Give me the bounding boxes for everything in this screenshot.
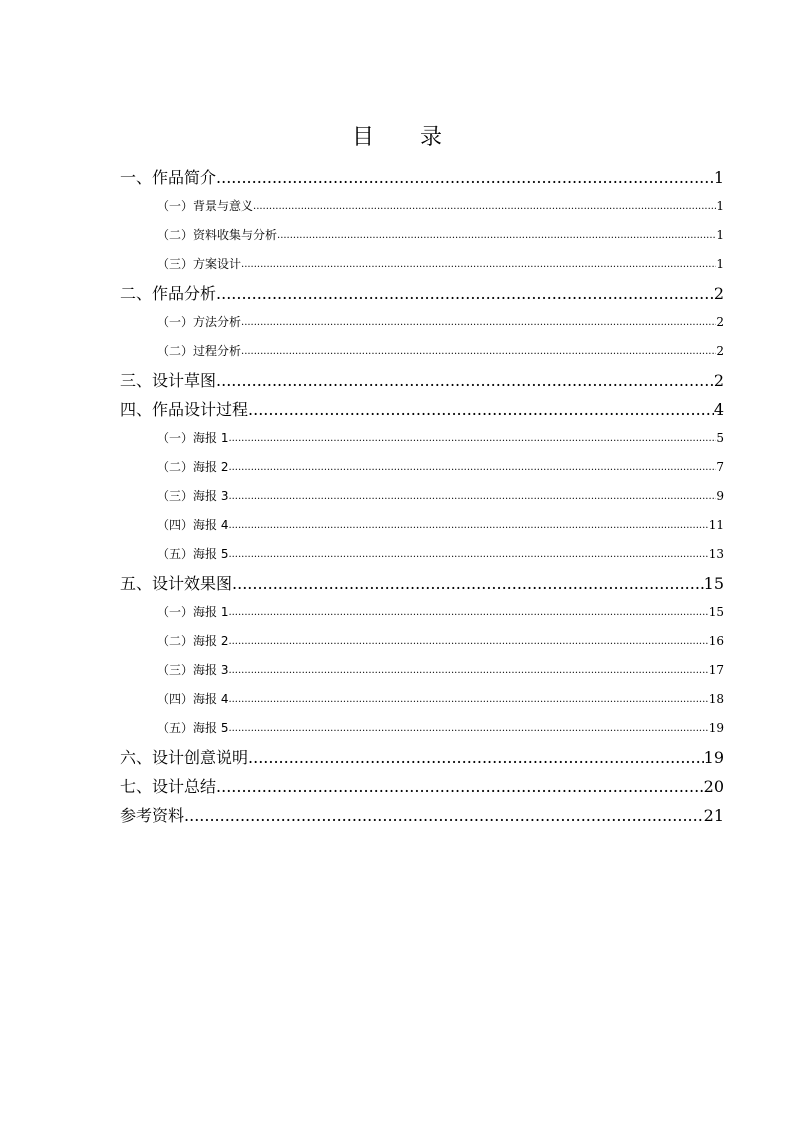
toc-entry-page-number: 4 — [714, 395, 724, 424]
dot-leader — [241, 337, 716, 366]
toc-entry-chapter[interactable] — [120, 163, 724, 192]
toc-entry-chapter[interactable] — [120, 395, 724, 424]
toc-entry-label: 参考资料 — [120, 801, 184, 830]
toc-entry-label: 三、设计草图 — [120, 366, 216, 395]
toc-entry-page-number: 1 — [716, 192, 724, 221]
toc-entry-section[interactable] — [157, 308, 724, 337]
dot-leader — [228, 656, 708, 685]
toc-entry-page-number: 2 — [716, 337, 724, 366]
dot-leader — [216, 279, 714, 308]
toc-entry-section[interactable] — [157, 337, 724, 366]
toc-entry-label: 四、作品设计过程 — [120, 395, 248, 424]
toc-entry-section[interactable] — [157, 714, 724, 743]
toc-entry-chapter[interactable] — [120, 772, 724, 801]
dot-leader — [228, 685, 708, 714]
toc-entry-label: （二）海报 2 — [157, 627, 228, 656]
toc-entry-label: （一）方法分析 — [157, 308, 241, 337]
dot-leader — [248, 395, 714, 424]
toc-title-left: 目 — [351, 125, 374, 150]
toc-title-right: 录 — [420, 125, 443, 150]
toc-entry-label: （五）海报 5 — [157, 714, 228, 743]
dot-leader — [228, 511, 708, 540]
toc-entry-label: 五、设计效果图 — [120, 569, 232, 598]
dot-leader — [253, 192, 716, 221]
toc-entry-page-number: 5 — [716, 424, 724, 453]
toc-entry-page-number: 1 — [716, 250, 724, 279]
toc-entry-section[interactable] — [157, 540, 724, 569]
toc-entry-label: （一）海报 1 — [157, 424, 228, 453]
dot-leader — [277, 221, 716, 250]
toc-entry-section[interactable] — [157, 192, 724, 221]
dot-leader — [228, 540, 708, 569]
toc-entry-page-number: 20 — [704, 772, 724, 801]
toc-entry-label: （四）海报 4 — [157, 511, 228, 540]
toc-entry-page-number: 1 — [716, 221, 724, 250]
toc-entry-section[interactable] — [157, 221, 724, 250]
toc-entry-label: （三）海报 3 — [157, 656, 228, 685]
toc-title — [0, 120, 794, 151]
toc-entry-section[interactable] — [157, 424, 724, 453]
toc-entry-section[interactable] — [157, 511, 724, 540]
toc-entry-page-number: 2 — [714, 366, 724, 395]
toc-entry-page-number: 15 — [709, 598, 724, 627]
toc-entry-page-number: 15 — [704, 569, 724, 598]
toc-entry-section[interactable] — [157, 627, 724, 656]
toc-entry-label: （二）资料收集与分析 — [157, 221, 277, 250]
dot-leader — [241, 250, 716, 279]
dot-leader — [184, 801, 704, 830]
toc-entry-page-number: 18 — [709, 685, 724, 714]
toc-entry-page-number: 2 — [716, 308, 724, 337]
toc-entry-chapter[interactable] — [120, 801, 724, 830]
toc-entry-label: （三）海报 3 — [157, 482, 228, 511]
toc-entry-chapter[interactable] — [120, 743, 724, 772]
toc-entry-chapter[interactable] — [120, 569, 724, 598]
toc-entry-label: （四）海报 4 — [157, 685, 228, 714]
toc-entry-page-number: 11 — [709, 511, 724, 540]
dot-leader — [248, 743, 704, 772]
dot-leader — [228, 598, 708, 627]
toc-entry-page-number: 16 — [709, 627, 724, 656]
toc-entry-section[interactable] — [157, 656, 724, 685]
toc-entry-chapter[interactable] — [120, 366, 724, 395]
toc-entry-page-number: 13 — [709, 540, 724, 569]
dot-leader — [216, 772, 704, 801]
dot-leader — [228, 424, 716, 453]
dot-leader — [228, 453, 716, 482]
dot-leader — [216, 366, 714, 395]
toc-entry-section[interactable] — [157, 598, 724, 627]
toc-entry-section[interactable] — [157, 250, 724, 279]
toc-entry-label: （二）海报 2 — [157, 453, 228, 482]
toc-entry-page-number: 2 — [714, 279, 724, 308]
toc-list — [120, 163, 724, 830]
dot-leader — [232, 569, 704, 598]
toc-entry-label: （二）过程分析 — [157, 337, 241, 366]
toc-entry-page-number: 19 — [704, 743, 724, 772]
toc-entry-section[interactable] — [157, 685, 724, 714]
toc-entry-chapter[interactable] — [120, 279, 724, 308]
toc-entry-page-number: 19 — [709, 714, 724, 743]
toc-entry-label: （一）海报 1 — [157, 598, 228, 627]
dot-leader — [228, 482, 716, 511]
dot-leader — [228, 627, 708, 656]
toc-entry-page-number: 7 — [716, 453, 724, 482]
toc-entry-section[interactable] — [157, 482, 724, 511]
toc-entry-page-number: 9 — [716, 482, 724, 511]
dot-leader — [216, 163, 714, 192]
toc-entry-label: 一、作品简介 — [120, 163, 216, 192]
toc-entry-page-number: 17 — [709, 656, 724, 685]
toc-entry-label: 二、作品分析 — [120, 279, 216, 308]
toc-entry-page-number: 1 — [714, 163, 724, 192]
dot-leader — [241, 308, 716, 337]
toc-entry-page-number: 21 — [704, 801, 724, 830]
toc-entry-label: （五）海报 5 — [157, 540, 228, 569]
toc-entry-label: 六、设计创意说明 — [120, 743, 248, 772]
dot-leader — [228, 714, 708, 743]
toc-entry-label: （三）方案设计 — [157, 250, 241, 279]
toc-entry-label: 七、设计总结 — [120, 772, 216, 801]
toc-entry-section[interactable] — [157, 453, 724, 482]
toc-entry-label: （一）背景与意义 — [157, 192, 253, 221]
